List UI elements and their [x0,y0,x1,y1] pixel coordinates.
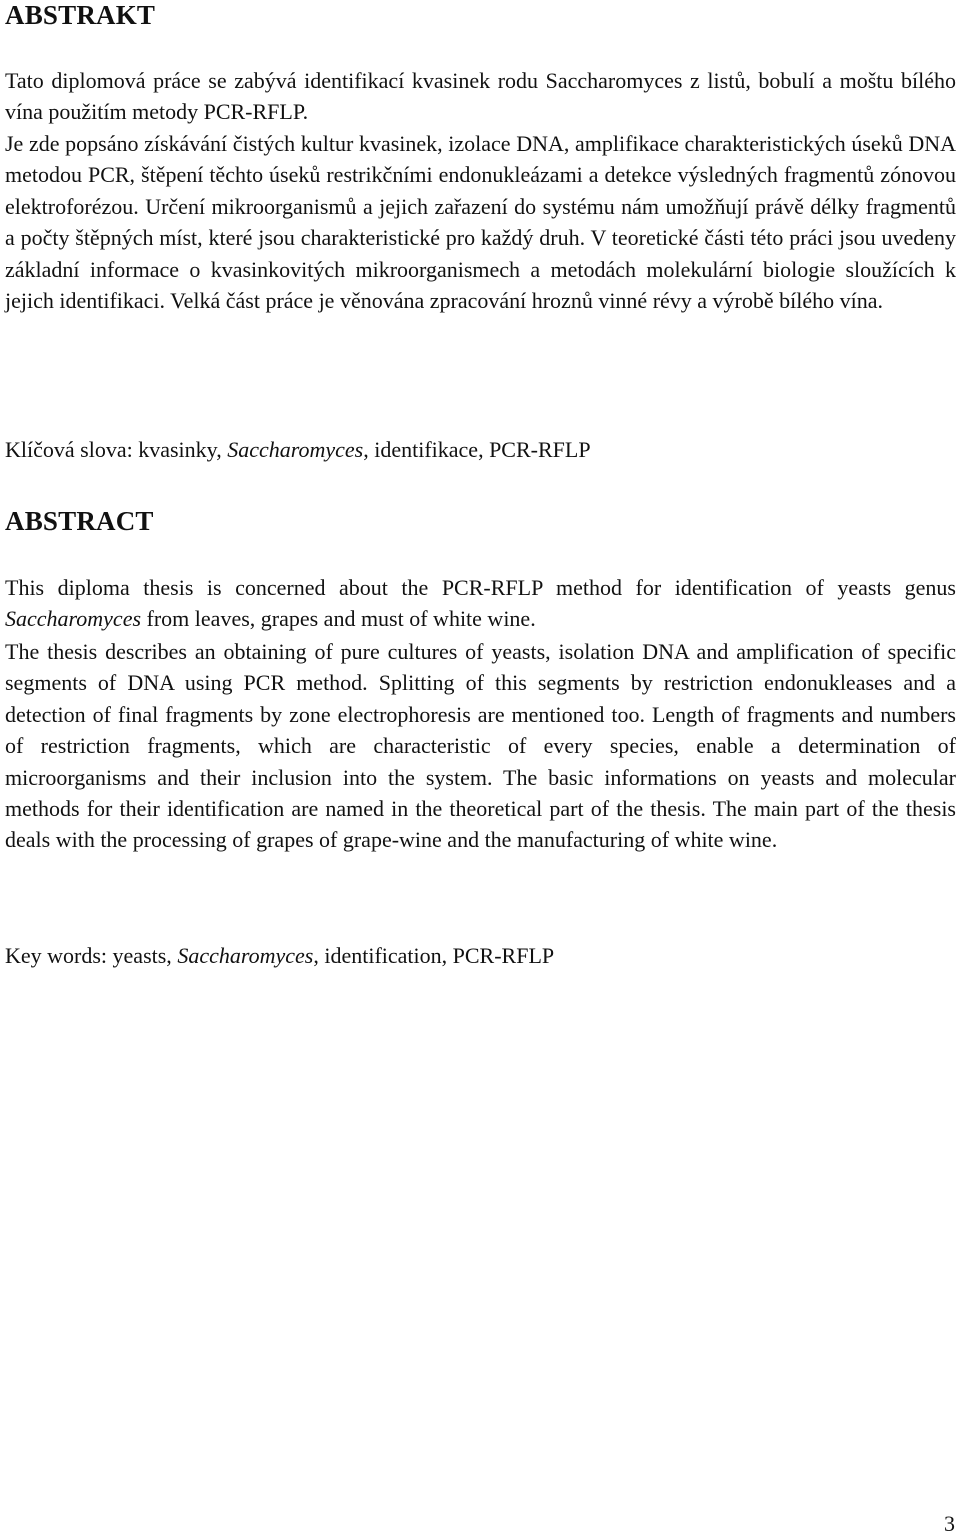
keywords-prefix: Klíčová slova: kvasinky, [5,437,228,462]
page-number: 3 [944,1511,955,1536]
abstrakt-keywords [5,434,591,465]
heading-abstract: ABSTRACT [5,506,154,536]
abstract-paragraph-2: The thesis describes an obtaining of pure cultures of yeasts, isolation DNA and amplification of specific segments of DNA using PCR method. Splitting of this segments by restriction endonukleases and a detection of final fragments by zone electrophoresis are mentioned too. Length of fragments and numbers of restriction fragments, which are characteristic of every species, enable a determination of microorganisms and their inclusion into the system. The basic informations on yeasts and molecular methods for their identification are named in the theoretical part of the thesis. The main part of the thesis deals with the processing of grapes of grape-wine and the manufacturing of white wine. [5,639,956,853]
abstrakt-paragraph-1: Tato diplomová práce se zabývá identifikací kvasinek rodu Saccharomyces z listů, bobulí a moštu bílého vína použitím metody PCR-RFLP. [5,68,956,125]
keywords-genus: Saccharomyces [177,943,314,968]
heading-abstrakt: ABSTRAKT [5,0,156,30]
keywords-prefix: Key words: yeasts, [5,943,178,968]
keywords-suffix: , identifikace, PCR-RFLP [363,437,591,462]
abstract-paragraph-1 [5,572,956,635]
abstract-p1-prefix: This diploma thesis is concerned about the PCR-RFLP method for identification of yeasts genus [5,575,956,600]
abstract-keywords [5,940,554,971]
keywords-suffix: , identification, PCR-RFLP [313,943,555,968]
abstrakt-paragraph-2: Je zde popsáno získávání čistých kultur kvasinek, izolace DNA, amplifikace charakteristických úseků DNA metodou PCR, štěpení těchto úseků restrikčními endonukleázami a detekce výsledných fragmentů zónovou elektroforézou. Určení mikroorganismů a jejich zařazení do systému nám umožňují právě délky fragmentů a počty štěpných míst, které jsou charakteristické pro každý druh. V teoretické části této práci jsou uvedeny základní informace o kvasinkovitých mikroorganismech a metodách molekulární biologie sloužících k jejich identifikaci. Velká část práce je věnována zpracování hroznů vinné révy a výrobě bílého vína. [5,131,956,314]
abstract-p1-suffix: from leaves, grapes and must of white wine. [141,606,536,632]
keywords-genus: Saccharomyces [227,437,364,462]
abstract-p1-genus: Saccharomyces [5,606,142,632]
